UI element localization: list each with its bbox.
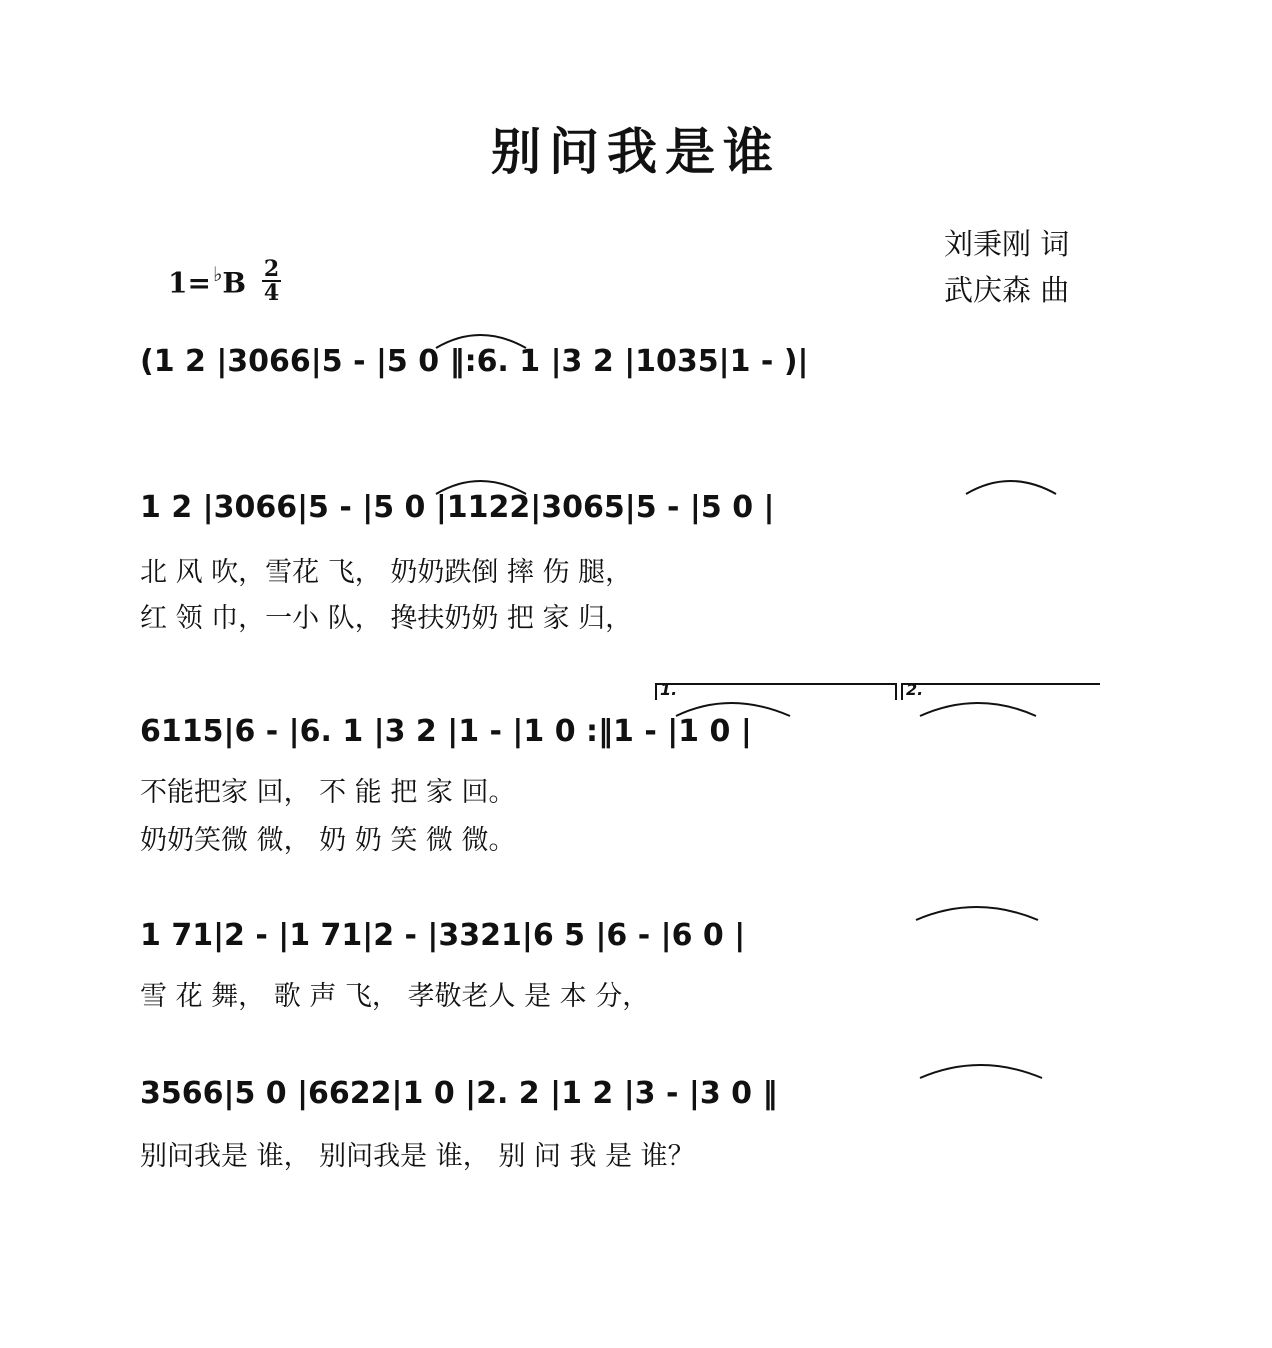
notation-row-1: (1 2 |3066|5 - |5 0 ‖:6. 1 |3 2 |1035|1 - )| [140, 344, 809, 379]
lyrics-row-3-verse-1: 不能把家 回， 不 能 把 家 回。 [140, 777, 516, 808]
tie-row-3a [676, 703, 790, 716]
lyrics-row-2-verse-1: 北 风 吹，雪花 飞， 奶奶跌倒 摔 伤 腿， [140, 557, 633, 588]
notation-row-4: 1 71|2 - |1 71|2 - |3321|6 5 |6 - |6 0 | [140, 918, 746, 953]
first-ending-label: 1. [660, 680, 678, 699]
flat-sign: ♭ [212, 261, 223, 286]
composer-credit: 武庆森 曲 [944, 273, 1070, 307]
lyrics-row-5: 别问我是 谁， 别问我是 谁， 别 问 我 是 谁？ [140, 1141, 695, 1172]
key-one: 1= [168, 266, 211, 300]
lyrics-row-4: 雪 花 舞， 歌 声 飞， 孝敬老人 是 本 分， [140, 981, 650, 1012]
second-ending-label: 2. [906, 680, 924, 699]
tie-row-1 [436, 335, 526, 348]
time-numerator: 2 [263, 256, 280, 282]
tie-row-4 [916, 907, 1038, 920]
lyrics-row-2-verse-2: 红 领 巾，一小 队， 搀扶奶奶 把 家 归， [140, 603, 633, 634]
lyrics-row-3-verse-2: 奶奶笑微 微， 奶 奶 笑 微 微。 [140, 825, 516, 856]
notation-row-2: 1 2 |3066|5 - |5 0 |1122|3065|5 - |5 0 | [140, 490, 775, 525]
song-title: 别问我是谁 [491, 122, 781, 181]
tie-row-5 [920, 1065, 1042, 1078]
tie-row-2 [436, 481, 526, 494]
tie-row-2b [966, 481, 1056, 494]
time-denominator: 4 [263, 280, 280, 306]
first-ending-bracket [656, 684, 896, 700]
notation-row-3: 6115|6 - |6. 1 |3 2 |1 - |1 0 :‖1 - |1 0 | [140, 714, 752, 749]
tie-row-3b [920, 703, 1036, 716]
key-note: B [222, 266, 247, 300]
second-ending-bracket [902, 684, 1100, 700]
lyricist-credit: 刘秉刚 词 [944, 227, 1070, 261]
notation-row-5: 3566|5 0 |6622|1 0 |2. 2 |1 2 |3 - |3 0 ‖ [140, 1076, 778, 1111]
